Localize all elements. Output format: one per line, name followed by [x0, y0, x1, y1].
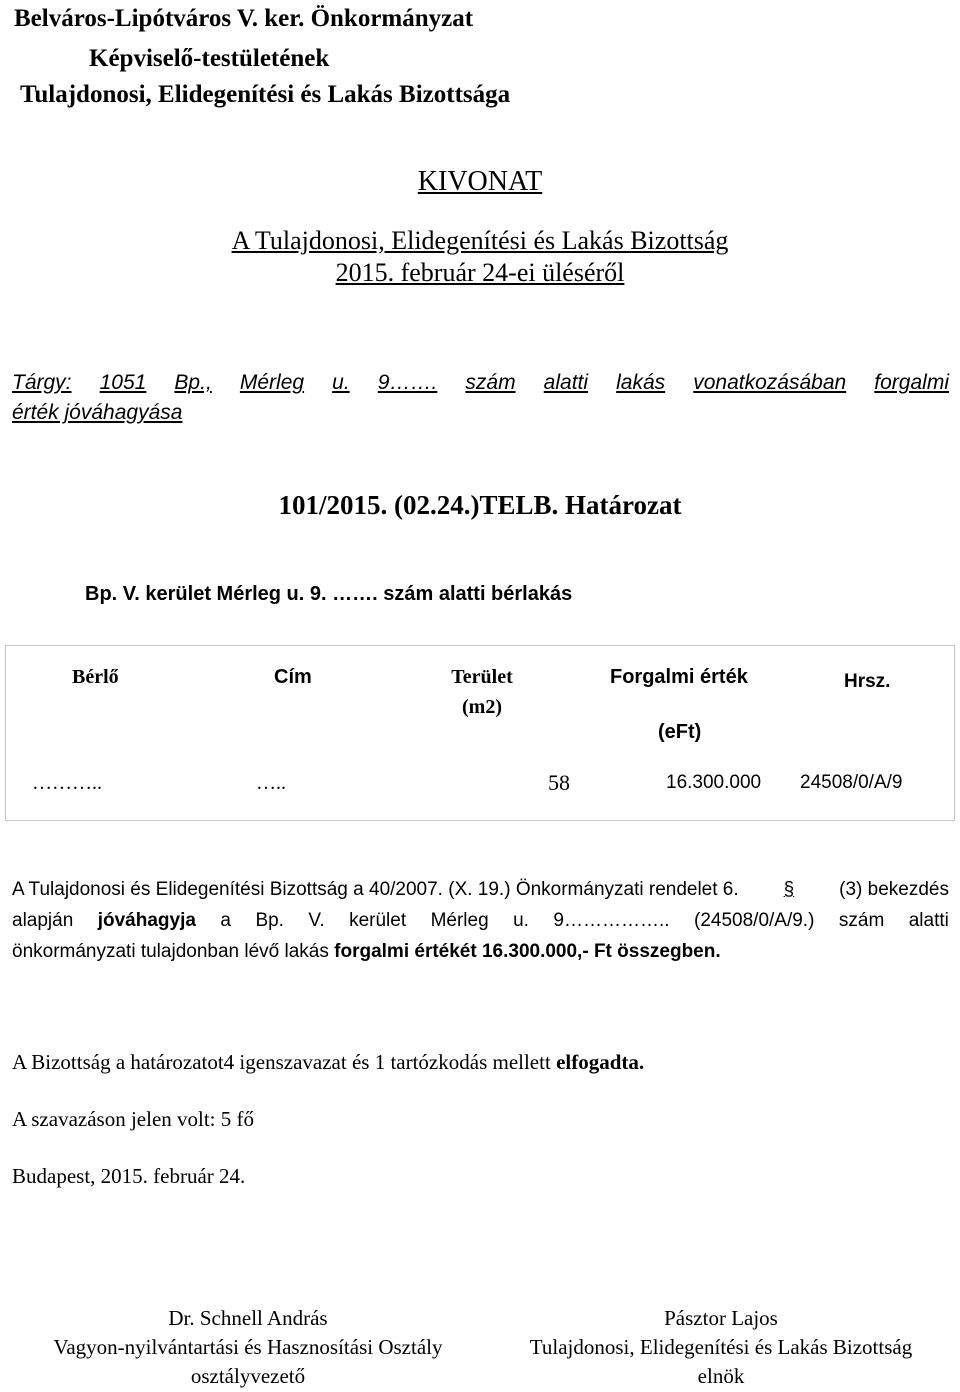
decision-value: forgalmi értékét 16.300.000,- Ft összegben. [334, 941, 721, 962]
subject-word: vonatkozásában [693, 371, 847, 394]
subject-word: forgalmi [874, 371, 949, 394]
decision-word: Bp. [255, 910, 284, 931]
subject [12, 368, 949, 428]
decision-word: (24508/0/A/9.) [694, 910, 815, 931]
subject-word: lakás [616, 371, 666, 394]
vote-result [12, 1048, 644, 1076]
subject-word: szám [465, 371, 516, 394]
decision-word: kerület [349, 910, 407, 931]
decision-word: alapján [12, 910, 74, 931]
subject-word: u. [332, 371, 350, 394]
document-title: KIVONAT [417, 166, 543, 197]
subject-word: Mérleg [239, 371, 305, 394]
property-heading: Bp. V. kerület Mérleg u. 9. ……. szám alatti bérlakás [85, 583, 573, 605]
decision-verb: jóváhagyja [97, 910, 196, 931]
signature-right-org: Tulajdonosi, Elidegenítési és Lakás Bizottság [529, 1335, 913, 1359]
col-header-value: Forgalmi érték [610, 666, 748, 688]
col-header-address: Cím [274, 666, 312, 688]
signature-left-role: osztályvezető [190, 1364, 306, 1388]
subject-word: Tárgy: [12, 371, 72, 394]
title-meeting-date: 2015. február 24-ei üléséről [335, 258, 625, 287]
subject-word: 1051 [99, 371, 147, 394]
decision-word: u. [513, 910, 529, 931]
decision-word: a [220, 910, 231, 931]
subject-line-2: érték jóváhagyása [12, 401, 183, 424]
decision-line-3: önkormányzati tulajdonban lévő lakás [12, 941, 335, 962]
title-committee: A Tulajdonosi, Elidegenítési és Lakás Bizottság [231, 226, 729, 255]
decision-word: 9…………….. [553, 910, 670, 931]
resolution-number: 101/2015. (02.24.)TELB. Határozat [278, 490, 682, 520]
col-header-area: Terület [451, 666, 513, 688]
col-header-value-unit: (eFt) [658, 721, 702, 743]
decision-word: Mérleg [430, 910, 489, 931]
cell-address: ….. [256, 772, 286, 794]
cell-area: 58 [548, 770, 570, 795]
body-name: Képviselő-testületének [89, 45, 330, 72]
decision-paragraph [12, 874, 949, 967]
decision-line-1: A Tulajdonosi és Elidegenítési Bizottság a 40/2007. (X. 19.) Önkormányzati rendelet 6. [12, 879, 739, 900]
decision-word: alatti [908, 910, 949, 931]
subject-word: 9……. [377, 371, 438, 394]
signature-left-name: Dr. Schnell András [168, 1306, 328, 1330]
decision-word: V. [308, 910, 325, 931]
signature-right-name: Pásztor Lajos [664, 1306, 778, 1330]
place-date: Budapest, 2015. február 24. [12, 1164, 246, 1188]
vote-outcome: elfogadta. [556, 1050, 645, 1074]
cell-value: 16.300.000 [666, 772, 762, 793]
council-name: Belváros-Lipótváros V. ker. Önkormányzat [14, 5, 474, 32]
decision-word: szám [838, 910, 885, 931]
vote-text: A Bizottság a határozatot4 igenszavazat és 1 tartózkodás mellett [12, 1050, 557, 1074]
col-header-lot: Hrsz. [844, 671, 891, 692]
committee-name: Tulajdonosi, Elidegenítési és Lakás Bizottsága [20, 81, 511, 108]
col-header-area-unit: (m2) [462, 696, 502, 718]
paragraph-sign: § [783, 879, 795, 900]
signature-right-role: elnök [697, 1364, 745, 1388]
subject-word: alatti [543, 371, 589, 394]
subject-word: Bp., [174, 371, 212, 394]
decision-line-1-end: (3) bekezdés [839, 879, 949, 900]
cell-tenant: ……….. [32, 772, 102, 794]
attendance: A szavazáson jelen volt: 5 fő [12, 1107, 255, 1131]
cell-lot: 24508/0/A/9 [800, 772, 903, 793]
signature-left-org: Vagyon-nyilvántartási és Hasznosítási Osztály [53, 1335, 443, 1359]
col-header-tenant: Bérlő [72, 666, 119, 688]
